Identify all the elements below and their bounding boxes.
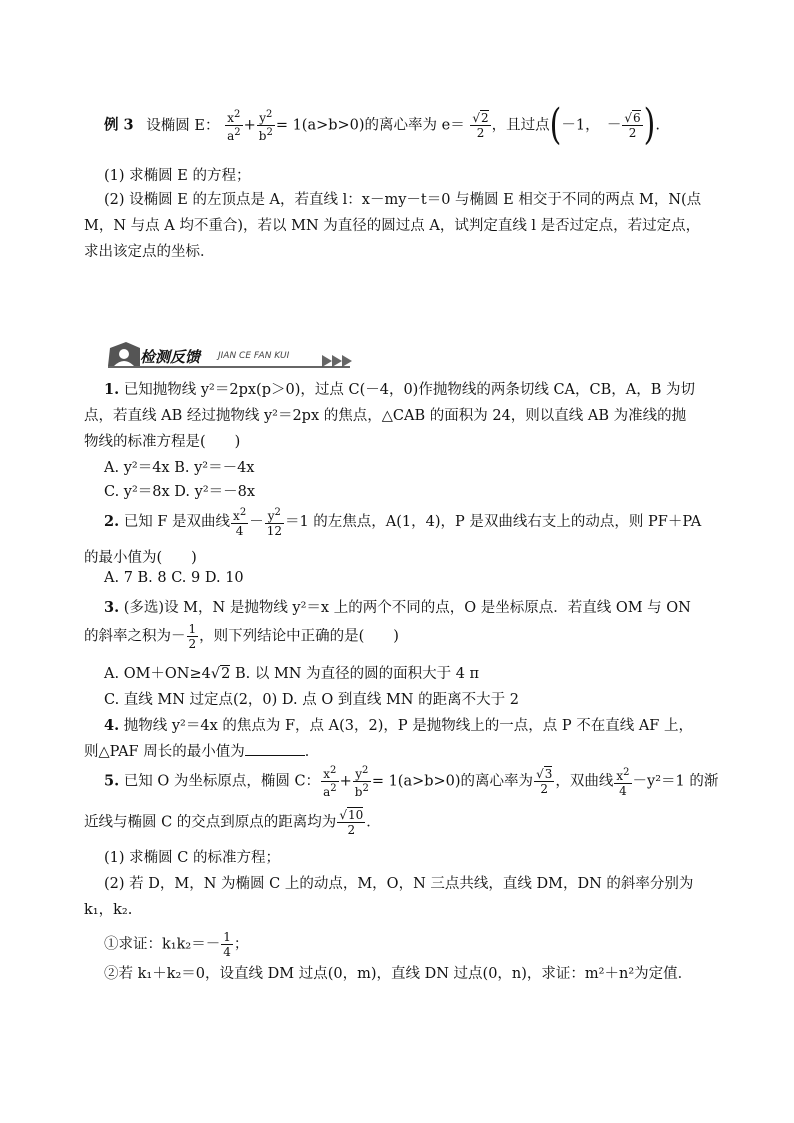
problem-3-text: (多选)设 M，N 是抛物线 y²＝x 上的两个不同的点，O 是坐标原点．若直线 OM 与 ON	[123, 600, 691, 616]
problem-2-number: 2.	[104, 513, 120, 530]
problem-2-pre: 已知 F 是双曲线	[123, 514, 231, 530]
point-x: －1，	[561, 117, 593, 134]
fraction-y2-b2-p5: $\frac{y^2}{b^2}$	[354, 765, 369, 799]
problem-5-mid2: ，双曲线	[555, 773, 614, 790]
problem-5-q1: (1) 求椭圆 C 的标准方程；	[104, 850, 280, 866]
problem-1-line2: 点，若直线 AB 经过抛物线 y²＝2px 的焦点，△CAB 的面积为 24，则以直线 AB 为准线的抛	[84, 408, 687, 424]
problem-5-line1: 5. 已知 O 为坐标原点，椭圆 C： $\frac{x^2}{a^2}$ + $\frac{y^2}{b^2}$ = 1(a>b>0)的离心率为 $\frac{√3}{2}$ ，双曲线 $\frac{x^2}{4}$ －y²＝1 的渐	[104, 765, 719, 799]
problem-5-line2	[84, 808, 381, 837]
answer-blank[interactable]	[245, 741, 305, 756]
problem-4-line1	[104, 714, 693, 735]
fraction-x2-a2-p5: $\frac{x^2}{a^2}$	[323, 765, 337, 799]
problem-1-line3: 物线的标准方程是( )	[84, 434, 241, 450]
example-3-q2-line3: 求出该定点的坐标．	[84, 244, 215, 260]
problem-4-line2	[84, 740, 319, 761]
problem-5-line2-period: ．	[366, 814, 381, 831]
problem-5-pre: 已知 O 为坐标原点，椭圆 C：	[123, 773, 321, 790]
fraction-sqrt2-2: $\frac{√2}{2}$	[472, 111, 489, 140]
fraction-sqrt10-2: $\frac{√10}{2}$	[339, 808, 364, 837]
example-3-q1: (1) 求椭圆 E 的方程；	[104, 168, 251, 184]
problem-3-number: 3.	[104, 599, 120, 616]
problem-3-option-a: A. OM＋ON≥4	[104, 666, 211, 682]
example-3-q2-line1: (2) 设椭圆 E 的左顶点是 A，若直线 l：x－my－t＝0 与椭圆 E 相交于不同的两点 M，N(点	[104, 192, 702, 208]
problem-5-sub1-text: ①求证：k₁k₂＝－	[104, 936, 221, 953]
section-banner	[100, 340, 360, 370]
problem-4-text: 抛物线 y²＝4x 的焦点为 F，点 A(3，2)，P 是抛物线上的一点，点 P 不在直线 AF 上，	[123, 718, 693, 734]
point-y-sign: －	[606, 117, 622, 134]
example-intro: 设椭圆 E：	[146, 117, 220, 134]
problem-5-number: 5.	[104, 772, 120, 790]
problem-1-options-ab: A. y²＝4x B. y²＝－4x	[104, 460, 255, 476]
problem-1-number: 1.	[104, 381, 120, 398]
fraction-x2-4: $\frac{x^2}{4}$	[233, 507, 247, 538]
fraction-y2-b2: $\frac{y^2}{b^2}$	[258, 109, 273, 143]
problem-5-post: －y²＝1 的渐	[632, 773, 719, 790]
example-3-header: 例 3 设椭圆 E： $\frac{x^2}{a^2}$ + $\frac{y^2}{b^2}$ = 1(a>b>0)的离心率为 e＝ $\frac{√2}{2}$ ，且过点(－1， － $\frac{√6}{2}$ ).	[104, 100, 660, 150]
fraction-1-2: $\frac{1}{2}$	[188, 622, 197, 651]
section-title-en: JIAN CE FAN KUI	[218, 351, 290, 361]
problem-1-line1	[104, 378, 695, 399]
example-label: 例 3	[104, 116, 134, 134]
problem-5-mid: = 1(a>b>0)的离心率为	[371, 773, 534, 790]
problem-5-sub2: ②若 k₁＋k₂＝0，设直线 DM 过点(0，m)，直线 DN 过点(0，n)，求证：m²＋n²为定值．	[104, 966, 693, 982]
problem-3-line2	[84, 622, 399, 651]
section-title-cn: 检测反馈	[140, 348, 201, 366]
problem-2-options: A. 7 B. 8 C. 9 D. 10	[104, 570, 244, 586]
problem-5-q2-line1: (2) 若 D，M，N 为椭圆 C 上的动点，M，O，N 三点共线，直线 DM，DN 的斜率分别为	[104, 876, 694, 892]
problem-2-line1: 2. 已知 F 是双曲线 $\frac{x^2}{4}$ － $\frac{y^2}{12}$ ＝1 的左焦点，A(1，4)，P 是双曲线右支上的动点，则 PF＋PA	[104, 507, 702, 538]
problem-3-options-cd: C. 直线 MN 过定点(2，0) D. 点 O 到直线 MN 的距离不大于 2	[104, 692, 519, 708]
problem-5-line2-text: 近线与椭圆 C 的交点到原点的距离均为	[84, 814, 337, 831]
problem-1-options-cd: C. y²＝8x D. y²＝－8x	[104, 484, 256, 500]
problem-1-text: 已知抛物线 y²＝2px(p＞0)，过点 C(－4，0)作抛物线的两条切线 CA，CB，A，B 为切	[123, 382, 695, 398]
problem-3-option-b: B. 以 MN 为直径的圆的面积大于 4 π	[230, 666, 480, 682]
fraction-sqrt3-2: $\frac{√3}{2}$	[536, 767, 553, 796]
example-3-q2-line2: M，N 与点 A 均不重合)，若以 MN 为直径的圆过点 A，试判定直线 l 是否过定点，若过定点，	[84, 218, 701, 234]
fraction-y2-12: $\frac{y^2}{12}$	[266, 507, 282, 538]
fraction-x2-a2: $\frac{x^2}{a^2}$	[227, 109, 241, 143]
problem-3-options-ab: A. OM＋ON≥4√2 B. 以 MN 为直径的圆的面积大于 4 π	[104, 666, 480, 682]
problem-3-post2: ，则下列结论中正确的是( )	[199, 628, 399, 645]
problem-5-q2-line2: k₁，k₂.	[84, 902, 133, 918]
ellipse-condition: = 1(a>b>0)的离心率为 e＝	[275, 117, 465, 134]
problem-2-line2: 的最小值为( )	[84, 550, 197, 566]
fraction-sqrt6-2: $\frac{√6}{2}$	[624, 111, 641, 140]
fraction-x2-4-p5: $\frac{x^2}{4}$	[616, 766, 630, 798]
pass-text: ，且过点	[491, 117, 550, 134]
problem-3-line1	[104, 596, 691, 617]
problem-5-sub1	[104, 930, 248, 959]
problem-3-pre2: 的斜率之积为－	[84, 628, 186, 645]
problem-5-sub1-end: ；	[233, 936, 249, 953]
problem-4-number: 4.	[104, 717, 120, 734]
problem-4-line2-text: 则△PAF 周长的最小值为	[84, 744, 245, 760]
problem-4-period: ．	[304, 744, 320, 760]
problem-2-post: ＝1 的左焦点，A(1，4)，P 是双曲线右支上的动点，则 PF＋PA	[284, 514, 702, 530]
fraction-1-4: $\frac{1}{4}$	[223, 930, 231, 959]
